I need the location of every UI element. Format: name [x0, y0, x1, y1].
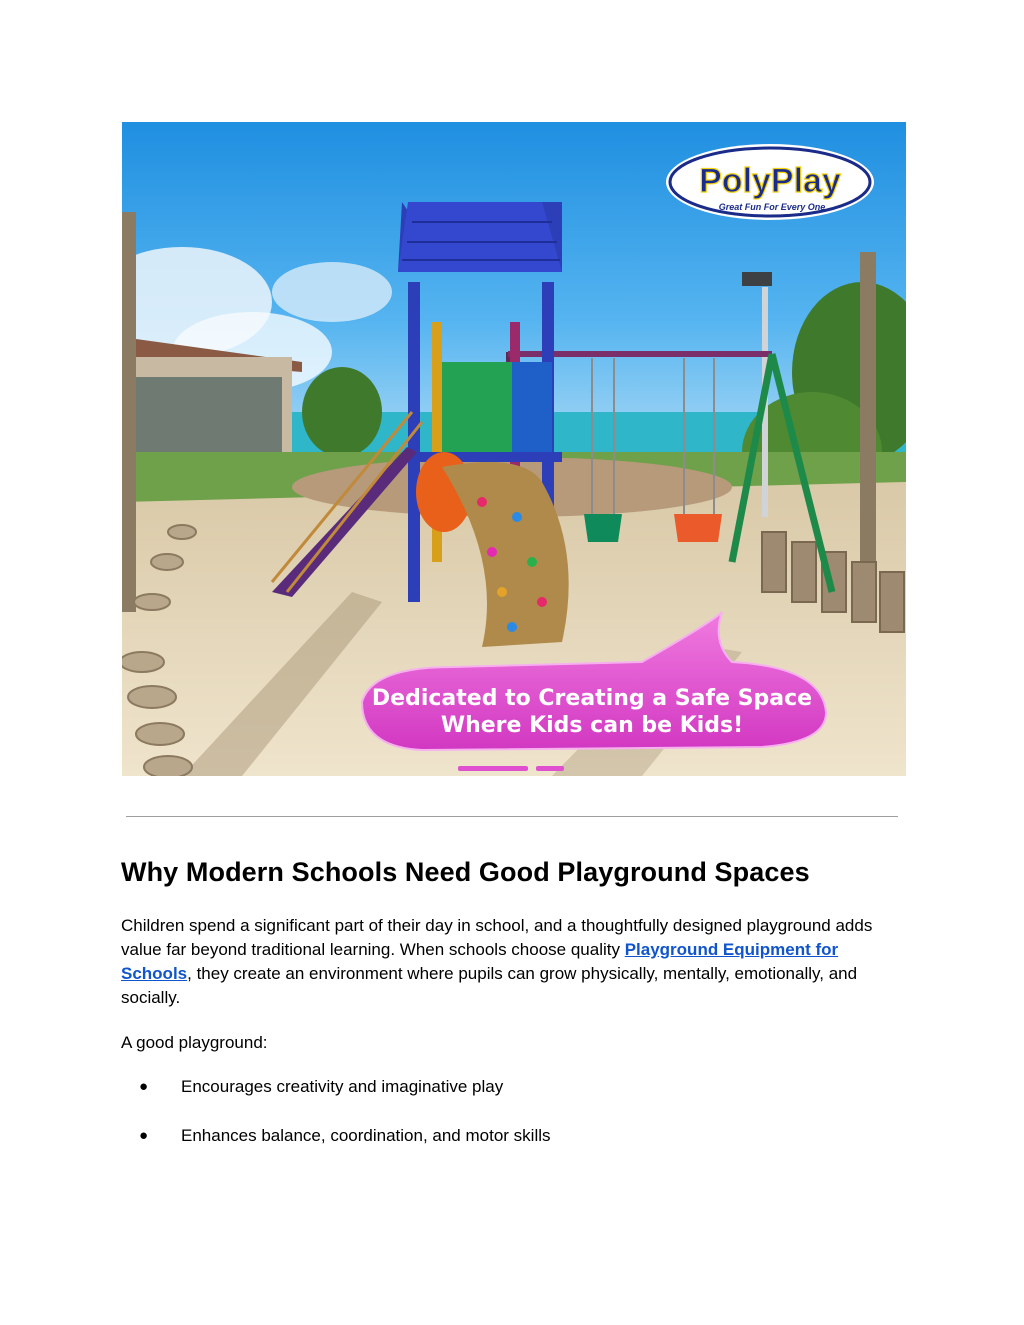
bullet-icon: ●: [139, 1078, 149, 1095]
banner-line-2: Where Kids can be Kids!: [440, 713, 744, 738]
benefits-list: [121, 1075, 551, 1173]
logo-tagline: Great Fun For Every One: [718, 202, 826, 212]
list-item-text: Encourages creativity and imaginative play: [181, 1077, 504, 1096]
bullet-icon: ●: [139, 1127, 149, 1144]
polyplay-logo: [666, 144, 874, 220]
intro-text-after-link: , they create an environment where pupils can grow physically, mentally, emotionally, and socially.: [121, 964, 858, 1007]
list-item-text: Enhances balance, coordination, and motor skills: [181, 1126, 551, 1145]
article-title: Why Modern Schools Need Good Playground Spaces: [121, 857, 810, 887]
list-item: [121, 1075, 551, 1099]
horizontal-divider: [126, 816, 898, 817]
list-lead-text: A good playground:: [121, 1033, 268, 1052]
list-item: [121, 1124, 551, 1148]
intro-paragraph: [121, 914, 911, 1010]
banner-line-1: Dedicated to Creating a Safe Space: [371, 686, 813, 711]
hero-image: [122, 122, 906, 776]
playground-equipment-link[interactable]: Playground Equipment for Schools: [121, 940, 839, 983]
intro-text-before-link: Children spend a significant part of their day in school, and a thoughtfully designed playground adds value far beyond traditional learning. When schools choose quality: [121, 916, 873, 959]
logo-main-text: PolyPlay: [699, 162, 841, 200]
